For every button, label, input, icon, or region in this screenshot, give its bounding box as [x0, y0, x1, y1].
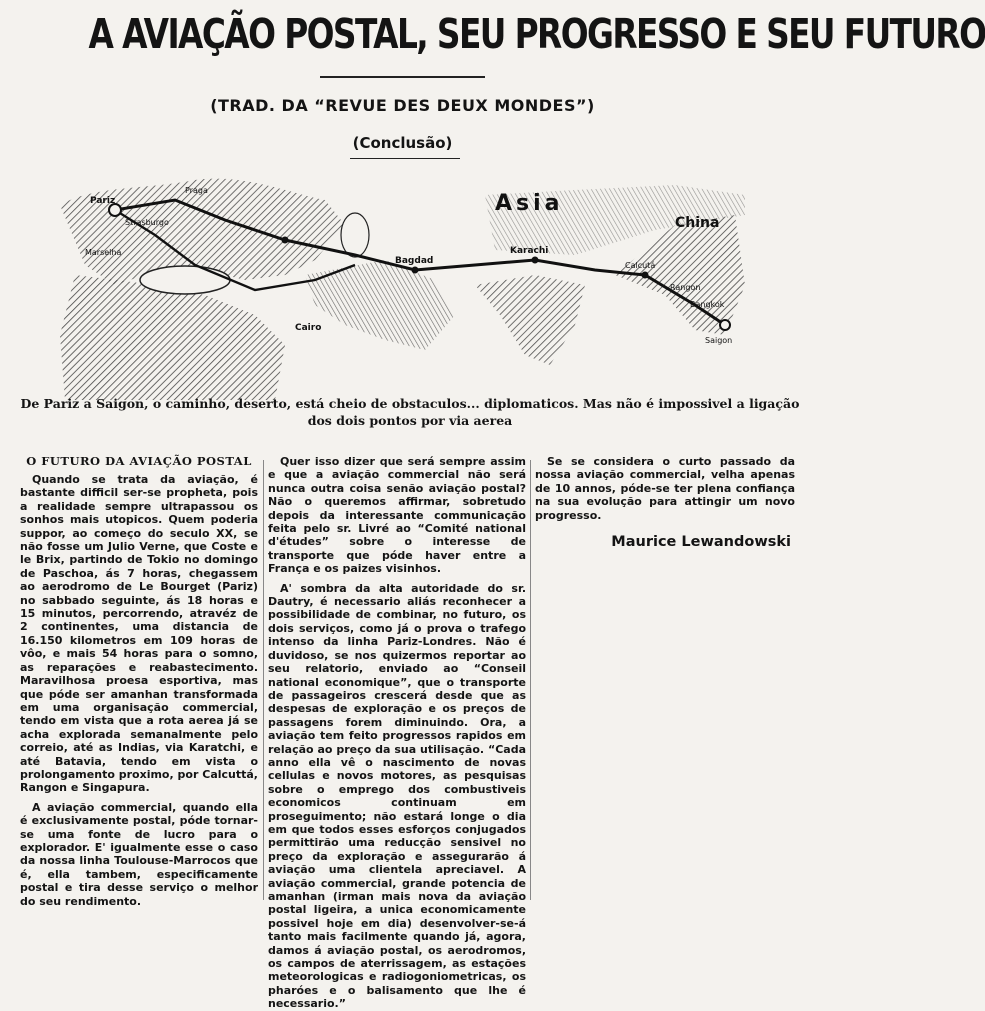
author-signature: Maurice Lewandowski — [611, 534, 791, 551]
map-label-bagdad: Bagdad — [395, 256, 434, 266]
column-3 — [535, 455, 795, 905]
caspian-sea — [341, 213, 369, 257]
section-label: (Conclusão) — [352, 134, 453, 152]
paragraph-2: A aviação commercial, quando ella é exclusivamente postal, póde tornar-se uma fonte de lucro para o explorador. E' igualmente esse o caso da nossa linha Toulouse-Marrocos que é, ella tambem, especificamente postal e tira desse serviço o melhor do seu rendimento. — [20, 800, 258, 908]
map-label-strasbourg: Strasburgo — [125, 218, 169, 227]
column-1 — [20, 454, 258, 908]
map-label-karachi: Karachi — [510, 246, 549, 256]
map-label-bangkok: Bangkok — [690, 300, 725, 309]
map-label-cairo: Cairo — [295, 323, 322, 333]
subhead-rule — [350, 158, 460, 159]
map-label-rangoon: Rangon — [670, 283, 701, 292]
paragraph-1: Quando se trata da aviação, é bastante difficil ser-se propheta, pois a realidade sempre ultrapassou os sonhos mais utopicos. Quem poderia suppor, ao começo do seculo XX, se não fosse um Julio Verne, que Coste e le Brix, partindo de Tokio no domingo de Paschoa, ás 7 horas, chegassem ao aerodromo de Le Bourget (Pariz) no sabbado seguinte, ás 18 horas e 15 minutos, percorrendo, atravéz de 2 continentes, uma distancia de 16.150 kilometros em 109 horas de vôo, e mais 54 horas para o somno, as reparações e reabastecimento. Maravilhosa proesa esportiva, mas que póde ser amanhan transformada em uma organisação commercial, tendo em vista que a rota aerea já se acha explorada semanalmente pelo correio, até as Indias, via Karatchi, e até Batavia, tendo em vista o prolongamento proximo, por Calcuttá, Rangon e Singapura. — [20, 473, 258, 795]
mediterranean-sea — [140, 266, 230, 294]
section-title: O FUTURO DA AVIAÇÃO POSTAL — [26, 454, 252, 468]
paragraph-5: Se se considera o curto passado da nossa aviação commercial, velha apenas de 10 annos, póde-se ter plena confiança na sua evolução para attingir um novo progresso. — [535, 455, 795, 522]
map-label-paris: Pariz — [90, 196, 116, 206]
column-divider-1 — [263, 460, 264, 900]
headline-rule — [320, 76, 485, 78]
route-map — [55, 165, 745, 400]
map-label-praga: Praga — [185, 186, 208, 195]
translation-note: (TRAD. DA “REVUE DES DEUX MONDES”) — [210, 96, 595, 115]
map-label-saigon: Saigon — [705, 336, 733, 345]
column-divider-2 — [530, 460, 531, 900]
column-2 — [268, 455, 526, 1011]
map-label-marseille: Marselha — [85, 248, 122, 257]
map-label-asia: Asia — [495, 191, 564, 216]
map-caption: De Pariz a Saigon, o caminho, deserto, está cheio de obstaculos... diplomaticos. Mas não é impossivel a ligação dos dois pontos por via aerea — [20, 396, 800, 428]
map-label-calcutta: Calcutá — [625, 261, 656, 270]
map-label-china: China — [675, 215, 720, 231]
paragraph-4: A' sombra da alta autoridade do sr. Dautry, é necessario aliás reconhecer a possibilidade de combinar, no futuro, os dois serviços, como já o prova o trafego intenso da linha Pariz-Londres. Não é duvidoso, se nos quizermos reportar ao seu relatorio, enviado ao “Conseil national economique”, que o transporte de passageiros crescerá desde que as despesas de exploração e os preços de passagens forem diminuindo. Ora, a aviação tem feito progressos rapidos em relação ao preço da sua utilisação. “Cada anno ella vê o nascimento de novas cellulas e novos motores, as pesquisas sobre o emprego dos combustiveis economicos continuam em proseguimento; não estará longe o dia em que todos esses esforços conjugados permittirão uma reducção sensivel no preço da exploração e assegurarão á aviação uma clientela apreciavel. A aviação commercial, grande potencia de amanhan (irman mais nova da aviação postal ligeira, a unica economicamente possivel hoje em dia) desenvolver-se-á tanto mais facilmente quando já, agora, damos á aviação postal, os aerodromos, os campos de aterrissagem, as estações meteorologicas e radiogoniometricas, os pharóes e o balisamento que lhe é necessario.” — [268, 581, 526, 1011]
headline: A AVIAÇÃO POSTAL, SEU PROGRESSO E SEU FUTURO — [88, 10, 985, 58]
paragraph-3: Quer isso dizer que será sempre assim e que a aviação commercial não será nunca outra coisa senão aviação postal? Não o queremos affirmar, sobretudo depois da interessante communicação feita pelo sr. Livré ao “Comité national d'études” sobre o interesse de transporte que póde haver entre a França e os paizes visinhos. — [268, 455, 526, 576]
